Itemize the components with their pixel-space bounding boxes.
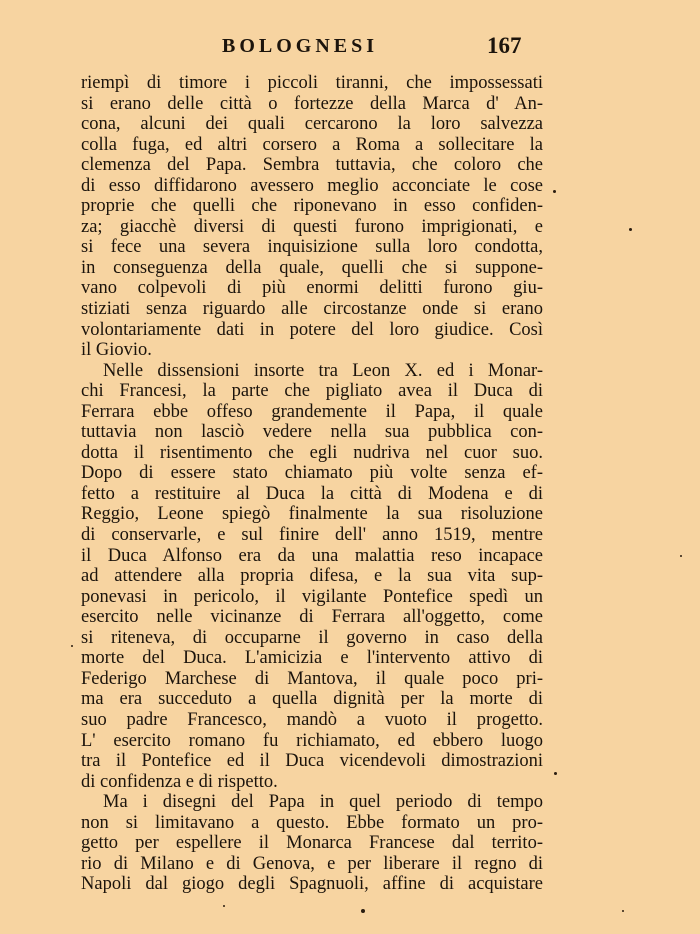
text-line: Federigo Marchese di Mantova, il quale poco pri-	[81, 668, 543, 689]
text-line: volontariamente dati in potere del loro giudice. Così	[81, 319, 543, 340]
text-line: Dopo di essere stato chiamato più volte senza ef-	[81, 463, 543, 484]
text-line: Napoli dal giogo degli Spagnuoli, affine di acquistare	[81, 874, 543, 895]
text-line: getto per espellere il Monarca Francese dal territo-	[81, 833, 543, 854]
text-line: chi Francesi, la parte che pigliato avea il Duca di	[81, 381, 543, 402]
text-line: cona, alcuni dei quali cercarono la loro salvezza	[81, 114, 543, 135]
text-line: Ma i disegni del Papa in quel periodo di tempo	[103, 792, 543, 813]
text-line: L' esercito romano fu richiamato, ed ebbero luogo	[81, 730, 543, 751]
text-line: Reggio, Leone spiegò finalmente la sua risoluzione	[81, 504, 543, 525]
running-title: BOLOGNESI	[222, 35, 379, 57]
text-line: clemenza del Papa. Sembra tuttavia, che coloro che	[81, 155, 543, 176]
text-line: si riteneva, di occuparne il governo in caso della	[81, 627, 543, 648]
ink-speck	[71, 645, 73, 647]
running-head	[0, 28, 700, 58]
text-line: proprie che quelli che riponevano in esso confiden-	[81, 196, 543, 217]
paragraph	[81, 73, 543, 361]
text-line: si erano delle città o fortezze della Marca d' An-	[81, 93, 543, 114]
text-line: riempì di timore i piccoli tiranni, che impossessati	[81, 73, 543, 93]
page-number: 167	[487, 33, 522, 58]
text-line: suo padre Francesco, mandò a vuoto il progetto.	[81, 709, 543, 730]
text-line: Nelle dissensioni insorte tra Leon X. ed i Monar-	[103, 360, 543, 381]
text-line: di confidenza e di rispetto.	[81, 771, 278, 792]
ink-speck	[361, 909, 365, 913]
text-line: il Duca Alfonso era da una malattia reso incapace	[81, 545, 543, 566]
text-line: stiziati senza riguardo alle circostanze onde si erano	[81, 299, 543, 320]
ink-speck	[622, 910, 624, 912]
text-line: dotta il risentimento che egli nudriva nel cuor suo.	[81, 442, 543, 463]
text-line: za; giacchè diversi di questi furono imprigionati, e	[81, 216, 543, 237]
text-line: rio di Milano e di Genova, e per liberare il regno di	[81, 853, 543, 874]
text-line: ma era succeduto a quella dignità per la morte di	[81, 689, 543, 710]
ink-speck	[223, 905, 225, 907]
text-line: esercito nelle vicinanze di Ferrara all'oggetto, come	[81, 607, 543, 628]
text-line: ad attendere alla propria difesa, e la sua vita sup-	[81, 566, 543, 587]
text-line: ponevasi in pericolo, il vigilante Pontefice spedì un	[81, 586, 543, 607]
text-line: tuttavia non lasciò vedere nella sua pubblica con-	[81, 422, 543, 443]
text-line: si fece una severa inquisizione sulla loro condotta,	[81, 237, 543, 258]
text-line: di esso diffidarono avessero meglio acconciate le cose	[81, 175, 543, 196]
ink-speck	[553, 190, 556, 193]
text-line: il Giovio.	[81, 340, 152, 361]
text-line: morte del Duca. L'amicizia e l'intervento attivo di	[81, 648, 543, 669]
body-text	[81, 73, 543, 895]
ink-speck	[680, 555, 682, 557]
text-line: tra il Pontefice ed il Duca vicendevoli dimostrazioni	[81, 751, 543, 772]
text-line: fetto a restituire al Duca la città di Modena e di	[81, 483, 543, 504]
text-line: di conservarle, e sul finire dell' anno 1519, mentre	[81, 525, 543, 546]
text-line: non si limitavano a questo. Ebbe formato un pro-	[81, 812, 543, 833]
ink-speck	[554, 772, 557, 775]
paragraph	[81, 361, 543, 792]
text-line: in conseguenza della quale, quelli che si suppone-	[81, 257, 543, 278]
paragraph	[81, 792, 543, 895]
text-line: vano colpevoli di più enormi delitti furono giu-	[81, 278, 543, 299]
ink-speck	[629, 228, 632, 231]
text-line: colla fuga, ed altri corsero a Roma a sollecitare la	[81, 134, 543, 155]
text-line: Ferrara ebbe offeso grandemente il Papa, il quale	[81, 401, 543, 422]
